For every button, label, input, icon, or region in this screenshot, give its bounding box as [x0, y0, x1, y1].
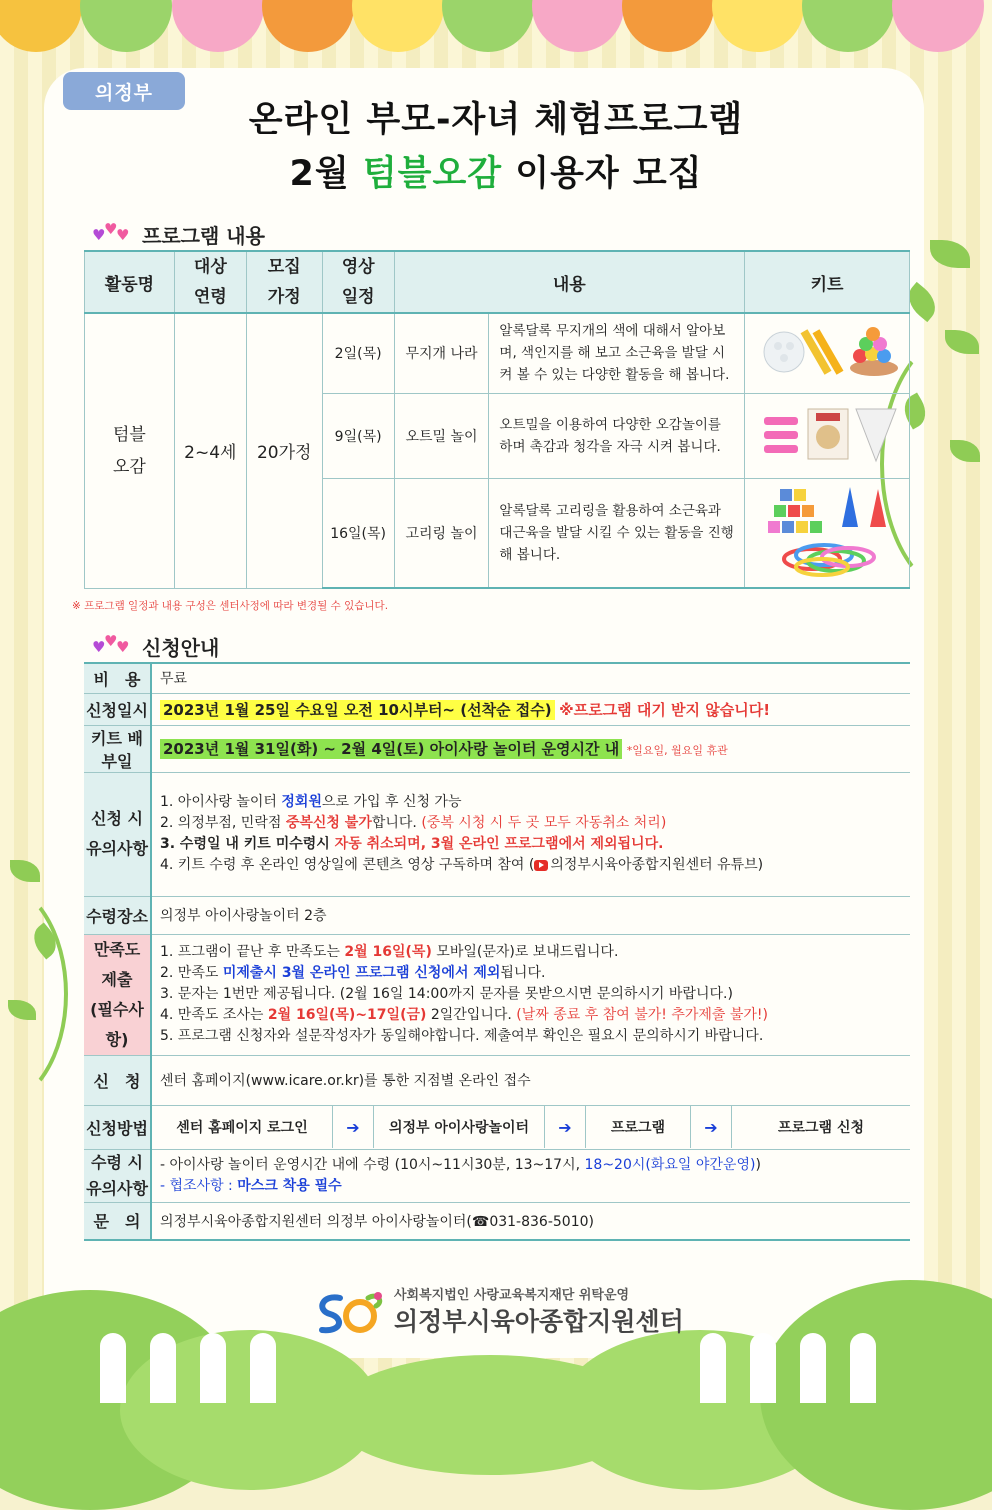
info-row-kit-date	[84, 725, 910, 772]
header-content: 내용	[394, 251, 744, 313]
survey-item: 4. 만족도 조사는 2월 16일(목)~17일(금) 2일간입니다. (날짜 종료 후 참여 불가! 추가제출 불가!)	[160, 1007, 768, 1023]
hill-decoration	[330, 1355, 650, 1475]
arrow-icon: ➔	[691, 1106, 732, 1148]
survey-label: 만족도 제출 (필수사항)	[84, 934, 151, 1055]
page-title-line1: 온라인 부모-자녀 체험프로그램	[248, 100, 744, 140]
apply-info-table	[84, 662, 910, 1241]
pickup-value: 의정부 아이사랑놀이터 2층	[151, 896, 910, 934]
survey-list	[151, 934, 910, 1055]
survey-item: 1. 프그램이 끝난 후 만족도는 2월 16일(목) 모바일(문자)로 보내드립니다.	[160, 944, 619, 960]
video-date: 9일(목)	[322, 393, 394, 478]
apply-label: 신 청	[84, 1055, 151, 1105]
family-count: 20가정	[246, 313, 322, 588]
activity-desc: 알록달록 무지개의 색에 대해서 알아보며, 색인지를 해 보고 소근육을 발달 시켜 볼 수 있는 다양한 활동을 해 봅니다.	[489, 313, 745, 393]
fence-decoration	[100, 1333, 126, 1403]
caution-item: 2. 의정부점, 민락점 중복신청 불가합니다. (중복 시청 시 두 곳 모두 자동취소 처리)	[160, 815, 667, 831]
caution-label: 신청 시 유의사항	[84, 772, 151, 896]
fee-label: 비 용	[84, 663, 151, 693]
header-families: 모집 가정	[246, 251, 322, 313]
fence-decoration	[200, 1333, 226, 1403]
info-row-fee	[84, 663, 910, 693]
info-row-survey	[84, 934, 910, 1055]
phone-icon: ☎031-836-5010	[471, 1213, 589, 1230]
section-heading-apply	[92, 632, 219, 661]
video-date: 2일(목)	[322, 313, 394, 393]
footer-center-name: 의정부시육아종합지원센터	[394, 1307, 684, 1336]
survey-item: 5. 프로그램 신청자와 설문작성자가 동일해야합니다. 제출여부 확인은 필요시 문의하시기 바랍니다.	[160, 1028, 764, 1044]
hearts-icon: ♥ ♥ ♥	[92, 631, 130, 656]
info-row-pickup-caution	[84, 1149, 910, 1202]
header-kit: 키트	[745, 251, 910, 313]
fence-decoration	[850, 1333, 876, 1403]
pickup-caution-label: 수령 시 유의사항	[84, 1149, 151, 1202]
section-heading-program	[92, 220, 265, 249]
apply-date-value	[151, 693, 910, 725]
title-program-name: 텀블오감	[362, 154, 503, 194]
fence-decoration	[250, 1333, 276, 1403]
fence-decoration	[800, 1333, 826, 1403]
closed-days-note: *일요일, 월요일 휴관	[626, 744, 728, 757]
apply-date-label: 신청일시	[84, 693, 151, 725]
header-age: 대상 연령	[174, 251, 246, 313]
title-month: 2월	[289, 154, 363, 194]
hearts-icon: ♥ ♥ ♥	[92, 219, 130, 244]
footer-operator: 사회복지법인 사랑교육복지재단 위탁운영	[394, 1288, 630, 1303]
center-logo-icon	[312, 1288, 388, 1336]
program-name: 텀블 오감	[85, 313, 175, 588]
info-row-contact	[84, 1202, 910, 1240]
schedule-change-note: ※ 프로그램 일정과 내용 구성은 센터사정에 따라 변경될 수 있습니다.	[72, 600, 389, 612]
arrow-icon: ➔	[333, 1106, 374, 1148]
fence-decoration	[750, 1333, 776, 1403]
info-row-apply-date	[84, 693, 910, 725]
activity-desc: 오트밀을 이용하여 다양한 오감놀이를 하며 촉감과 청각을 자극 시켜 봅니다.	[489, 393, 745, 478]
info-row-apply	[84, 1055, 910, 1105]
survey-item: 2. 만족도 미제출시 3월 온라인 프로그램 신청에서 제외됩니다.	[160, 965, 546, 981]
activity-name: 오트밀 놀이	[394, 393, 489, 478]
info-row-caution	[84, 772, 910, 896]
fence-decoration	[700, 1333, 726, 1403]
header-date: 영상 일정	[322, 251, 394, 313]
pickup-caution-item: - 협조사항 : 마스크 착용 필수	[160, 1177, 342, 1194]
section-heading-text: 신청안내	[142, 636, 220, 660]
kit-image-rainbow	[745, 313, 910, 393]
pickup-caution-item: - 아이사랑 놀이터 운영시간 내에 수령 (10시~11시30분, 13~17시, 18~20시(화요일 야간운영))	[160, 1156, 761, 1173]
info-row-pickup	[84, 896, 910, 934]
caution-list	[151, 772, 910, 896]
kit-date-highlight: 2023년 1월 31일(화) ~ 2월 4일(토) 아이사랑 놀이터 운영시간 내	[160, 739, 622, 759]
apply-date-highlight: 2023년 1월 25일 수요일 오전 10시부터~ (선착순 접수)	[160, 700, 555, 720]
step-program: 프로그램	[586, 1106, 691, 1148]
header-name: 활동명	[85, 251, 175, 313]
info-row-method	[84, 1105, 910, 1149]
kit-date-label: 키트 배부일	[84, 725, 151, 772]
activity-desc: 알록달록 고리링을 활용하여 소근육과 대근육을 발달 시킬 수 있는 활동을 진행해 봅니다.	[489, 478, 745, 588]
contact-label: 문 의	[84, 1202, 151, 1240]
step-playground: 의정부 아이사랑놀이터	[374, 1106, 545, 1148]
target-age: 2~4세	[174, 313, 246, 588]
contact-value: 의정부시육아종합지원센터 의정부 아이사랑놀이터(☎031-836-5010)	[151, 1202, 910, 1240]
activity-name: 고리링 놀이	[394, 478, 489, 588]
fence-decoration	[150, 1333, 176, 1403]
arrow-icon: ➔	[545, 1106, 586, 1148]
caution-item: 3. 수령일 내 키트 미수령시 자동 취소되며, 3월 온라인 프로그램에서 제외됩니다.	[160, 836, 664, 852]
survey-item: 3. 문자는 1번만 제공됩니다. (2월 16일 14:00까지 문자를 못받으시면 문의하시기 바랍니다.)	[160, 986, 733, 1002]
activity-name: 무지개 나라	[394, 313, 489, 393]
table-row	[85, 313, 910, 393]
kit-image-rings	[745, 478, 910, 588]
pickup-label: 수령장소	[84, 896, 151, 934]
no-waitlist-warning: ※프로그램 대기 받지 않습니다!	[559, 700, 771, 719]
step-program-apply: 프로그램 신청	[777, 1120, 865, 1136]
video-date: 16일(목)	[322, 478, 394, 588]
fee-value: 무료	[151, 663, 910, 693]
kit-date-value	[151, 725, 910, 772]
section-heading-text: 프로그램 내용	[142, 224, 265, 248]
pickup-caution-list	[151, 1149, 910, 1202]
branch-badge: 의정부	[63, 72, 185, 110]
youtube-icon	[534, 860, 548, 871]
title-suffix: 이용자 모집	[502, 154, 703, 194]
method-steps	[151, 1105, 910, 1149]
caution-item: 4. 키트 수령 후 온라인 영상일에 콘텐츠 영상 구독하며 참여 ( 의정부시육아종합지원센터 유튜브)	[160, 857, 764, 873]
step-homepage-login: 센터 홈페이지 로그인	[152, 1106, 333, 1148]
method-label: 신청방법	[84, 1105, 151, 1149]
page-title-line2	[0, 146, 992, 196]
caution-item: 1. 아이사랑 놀이터 정회원으로 가입 후 신청 가능	[160, 794, 462, 810]
apply-value: 센터 홈페이지(www.icare.or.kr)를 통한 지점별 온라인 접수	[151, 1055, 910, 1105]
program-table	[84, 250, 910, 589]
kit-image-oatmeal	[745, 393, 910, 478]
